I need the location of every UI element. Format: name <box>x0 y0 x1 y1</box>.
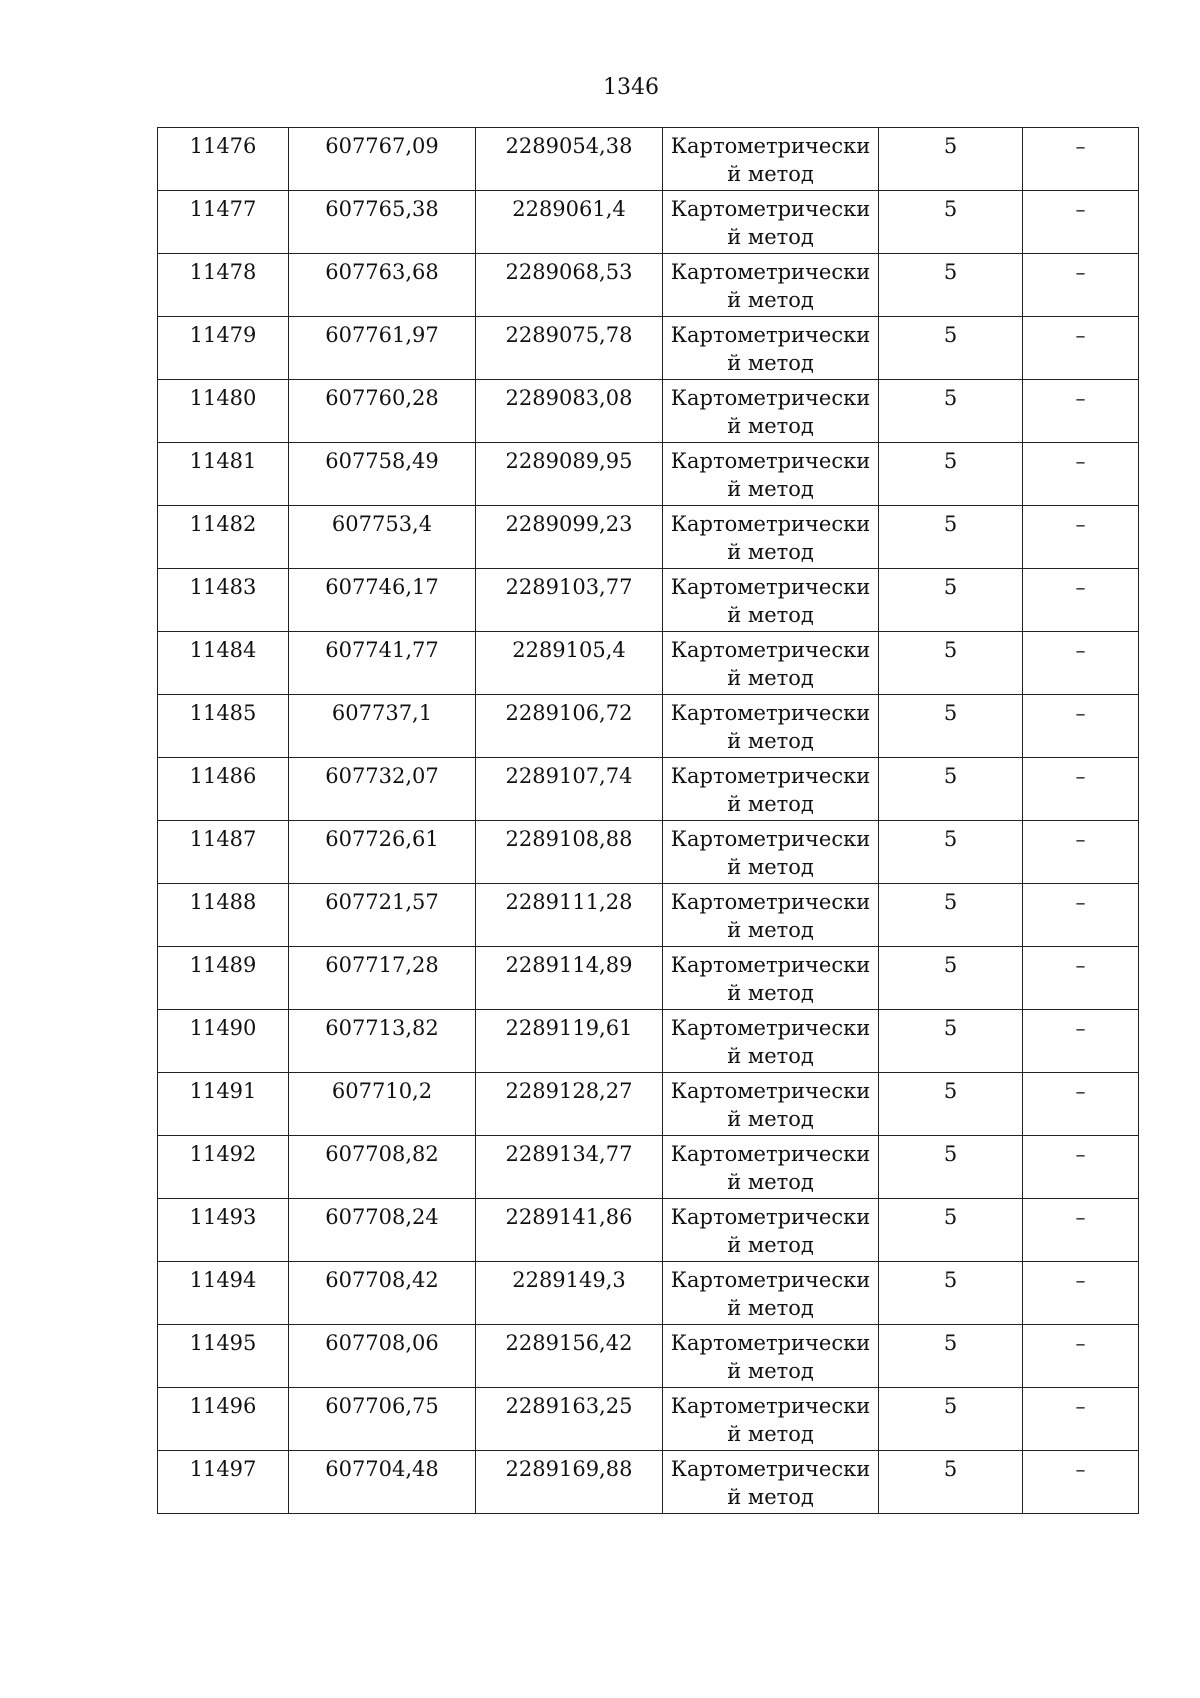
y-coordinate-cell: 2289054,38 <box>476 128 663 191</box>
note-cell: – <box>1023 1388 1139 1451</box>
point-number-cell: 11481 <box>158 443 289 506</box>
method-cell: Картометрически й метод <box>663 947 879 1010</box>
point-number-cell: 11491 <box>158 1073 289 1136</box>
coordinates-table <box>157 127 1139 1514</box>
y-coordinate-cell: 2289075,78 <box>476 317 663 380</box>
x-coordinate-cell: 607763,68 <box>289 254 476 317</box>
note-cell: – <box>1023 1010 1139 1073</box>
note-cell: – <box>1023 1136 1139 1199</box>
accuracy-cell: 5 <box>879 443 1023 506</box>
accuracy-cell: 5 <box>879 317 1023 380</box>
table-row <box>158 443 1139 506</box>
method-cell: Картометрически й метод <box>663 191 879 254</box>
accuracy-cell: 5 <box>879 884 1023 947</box>
point-number-cell: 11486 <box>158 758 289 821</box>
table-row <box>158 1325 1139 1388</box>
note-cell: – <box>1023 821 1139 884</box>
table-row <box>158 758 1139 821</box>
point-number-cell: 11478 <box>158 254 289 317</box>
accuracy-cell: 5 <box>879 380 1023 443</box>
y-coordinate-cell: 2289099,23 <box>476 506 663 569</box>
note-cell: – <box>1023 380 1139 443</box>
x-coordinate-cell: 607760,28 <box>289 380 476 443</box>
note-cell: – <box>1023 317 1139 380</box>
y-coordinate-cell: 2289169,88 <box>476 1451 663 1514</box>
accuracy-cell: 5 <box>879 1199 1023 1262</box>
point-number-cell: 11494 <box>158 1262 289 1325</box>
method-cell: Картометрически й метод <box>663 758 879 821</box>
x-coordinate-cell: 607758,49 <box>289 443 476 506</box>
table-row <box>158 128 1139 191</box>
accuracy-cell: 5 <box>879 1073 1023 1136</box>
y-coordinate-cell: 2289119,61 <box>476 1010 663 1073</box>
method-cell: Картометрически й метод <box>663 821 879 884</box>
table-row <box>158 884 1139 947</box>
table-row <box>158 1388 1139 1451</box>
y-coordinate-cell: 2289103,77 <box>476 569 663 632</box>
note-cell: – <box>1023 758 1139 821</box>
y-coordinate-cell: 2289163,25 <box>476 1388 663 1451</box>
table-row <box>158 317 1139 380</box>
method-cell: Картометрически й метод <box>663 128 879 191</box>
point-number-cell: 11485 <box>158 695 289 758</box>
x-coordinate-cell: 607721,57 <box>289 884 476 947</box>
x-coordinate-cell: 607708,42 <box>289 1262 476 1325</box>
method-cell: Картометрически й метод <box>663 317 879 380</box>
note-cell: – <box>1023 1073 1139 1136</box>
accuracy-cell: 5 <box>879 506 1023 569</box>
method-cell: Картометрически й метод <box>663 632 879 695</box>
page-number: 1346 <box>603 75 659 100</box>
table-row <box>158 947 1139 1010</box>
table-row <box>158 1199 1139 1262</box>
accuracy-cell: 5 <box>879 632 1023 695</box>
method-cell: Картометрически й метод <box>663 1073 879 1136</box>
point-number-cell: 11479 <box>158 317 289 380</box>
table-row <box>158 1073 1139 1136</box>
point-number-cell: 11480 <box>158 380 289 443</box>
method-cell: Картометрически й метод <box>663 1325 879 1388</box>
method-cell: Картометрически й метод <box>663 1010 879 1073</box>
method-cell: Картометрически й метод <box>663 569 879 632</box>
accuracy-cell: 5 <box>879 695 1023 758</box>
note-cell: – <box>1023 1451 1139 1514</box>
accuracy-cell: 5 <box>879 947 1023 1010</box>
note-cell: – <box>1023 632 1139 695</box>
y-coordinate-cell: 2289068,53 <box>476 254 663 317</box>
table-row <box>158 1136 1139 1199</box>
note-cell: – <box>1023 506 1139 569</box>
x-coordinate-cell: 607741,77 <box>289 632 476 695</box>
accuracy-cell: 5 <box>879 1451 1023 1514</box>
point-number-cell: 11493 <box>158 1199 289 1262</box>
method-cell: Картометрически й метод <box>663 380 879 443</box>
x-coordinate-cell: 607708,24 <box>289 1199 476 1262</box>
accuracy-cell: 5 <box>879 128 1023 191</box>
x-coordinate-cell: 607732,07 <box>289 758 476 821</box>
note-cell: – <box>1023 254 1139 317</box>
x-coordinate-cell: 607737,1 <box>289 695 476 758</box>
accuracy-cell: 5 <box>879 254 1023 317</box>
y-coordinate-cell: 2289128,27 <box>476 1073 663 1136</box>
point-number-cell: 11484 <box>158 632 289 695</box>
method-cell: Картометрически й метод <box>663 1451 879 1514</box>
y-coordinate-cell: 2289089,95 <box>476 443 663 506</box>
y-coordinate-cell: 2289105,4 <box>476 632 663 695</box>
note-cell: – <box>1023 1325 1139 1388</box>
note-cell: – <box>1023 1199 1139 1262</box>
table-row <box>158 191 1139 254</box>
y-coordinate-cell: 2289108,88 <box>476 821 663 884</box>
table-row <box>158 1451 1139 1514</box>
note-cell: – <box>1023 884 1139 947</box>
y-coordinate-cell: 2289106,72 <box>476 695 663 758</box>
x-coordinate-cell: 607704,48 <box>289 1451 476 1514</box>
method-cell: Картометрически й метод <box>663 1262 879 1325</box>
x-coordinate-cell: 607717,28 <box>289 947 476 1010</box>
x-coordinate-cell: 607765,38 <box>289 191 476 254</box>
y-coordinate-cell: 2289156,42 <box>476 1325 663 1388</box>
table-row <box>158 1262 1139 1325</box>
x-coordinate-cell: 607761,97 <box>289 317 476 380</box>
y-coordinate-cell: 2289107,74 <box>476 758 663 821</box>
point-number-cell: 11492 <box>158 1136 289 1199</box>
note-cell: – <box>1023 569 1139 632</box>
x-coordinate-cell: 607708,06 <box>289 1325 476 1388</box>
x-coordinate-cell: 607708,82 <box>289 1136 476 1199</box>
accuracy-cell: 5 <box>879 191 1023 254</box>
table-row <box>158 569 1139 632</box>
method-cell: Картометрически й метод <box>663 884 879 947</box>
method-cell: Картометрически й метод <box>663 254 879 317</box>
y-coordinate-cell: 2289114,89 <box>476 947 663 1010</box>
accuracy-cell: 5 <box>879 1262 1023 1325</box>
note-cell: – <box>1023 191 1139 254</box>
table-row <box>158 821 1139 884</box>
table-row <box>158 254 1139 317</box>
table-row <box>158 506 1139 569</box>
note-cell: – <box>1023 443 1139 506</box>
x-coordinate-cell: 607746,17 <box>289 569 476 632</box>
point-number-cell: 11476 <box>158 128 289 191</box>
table-row <box>158 695 1139 758</box>
y-coordinate-cell: 2289083,08 <box>476 380 663 443</box>
point-number-cell: 11487 <box>158 821 289 884</box>
accuracy-cell: 5 <box>879 569 1023 632</box>
accuracy-cell: 5 <box>879 1388 1023 1451</box>
method-cell: Картометрически й метод <box>663 695 879 758</box>
accuracy-cell: 5 <box>879 1010 1023 1073</box>
table-body <box>158 128 1139 1514</box>
y-coordinate-cell: 2289111,28 <box>476 884 663 947</box>
point-number-cell: 11490 <box>158 1010 289 1073</box>
method-cell: Картометрически й метод <box>663 1388 879 1451</box>
x-coordinate-cell: 607726,61 <box>289 821 476 884</box>
y-coordinate-cell: 2289149,3 <box>476 1262 663 1325</box>
x-coordinate-cell: 607767,09 <box>289 128 476 191</box>
note-cell: – <box>1023 695 1139 758</box>
y-coordinate-cell: 2289141,86 <box>476 1199 663 1262</box>
note-cell: – <box>1023 1262 1139 1325</box>
x-coordinate-cell: 607706,75 <box>289 1388 476 1451</box>
x-coordinate-cell: 607710,2 <box>289 1073 476 1136</box>
note-cell: – <box>1023 947 1139 1010</box>
point-number-cell: 11477 <box>158 191 289 254</box>
table-row <box>158 380 1139 443</box>
table-row <box>158 1010 1139 1073</box>
note-cell: – <box>1023 128 1139 191</box>
y-coordinate-cell: 2289134,77 <box>476 1136 663 1199</box>
accuracy-cell: 5 <box>879 758 1023 821</box>
point-number-cell: 11488 <box>158 884 289 947</box>
point-number-cell: 11489 <box>158 947 289 1010</box>
point-number-cell: 11495 <box>158 1325 289 1388</box>
accuracy-cell: 5 <box>879 821 1023 884</box>
method-cell: Картометрически й метод <box>663 1136 879 1199</box>
method-cell: Картометрически й метод <box>663 506 879 569</box>
accuracy-cell: 5 <box>879 1325 1023 1388</box>
method-cell: Картометрически й метод <box>663 1199 879 1262</box>
point-number-cell: 11482 <box>158 506 289 569</box>
x-coordinate-cell: 607713,82 <box>289 1010 476 1073</box>
table-row <box>158 632 1139 695</box>
point-number-cell: 11483 <box>158 569 289 632</box>
point-number-cell: 11496 <box>158 1388 289 1451</box>
y-coordinate-cell: 2289061,4 <box>476 191 663 254</box>
accuracy-cell: 5 <box>879 1136 1023 1199</box>
point-number-cell: 11497 <box>158 1451 289 1514</box>
method-cell: Картометрически й метод <box>663 443 879 506</box>
x-coordinate-cell: 607753,4 <box>289 506 476 569</box>
